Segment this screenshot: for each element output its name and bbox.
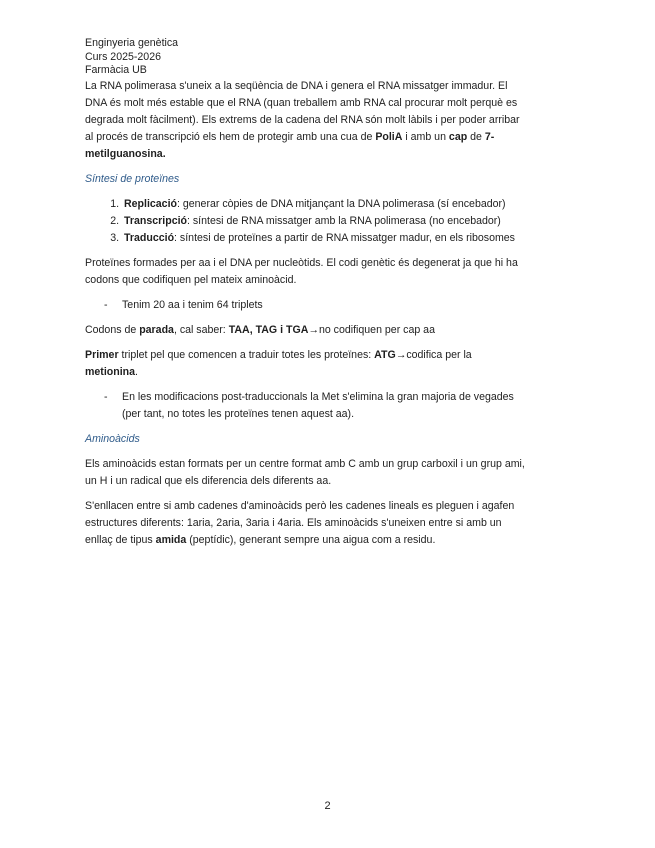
step-text: : síntesi de proteïnes a partir de RNA missatger madur, en els ribosomes bbox=[174, 231, 515, 244]
step-text: : síntesi de RNA missatger amb la RNA polimerasa (no encebador) bbox=[187, 214, 501, 227]
document-header bbox=[85, 37, 525, 78]
intro-text-2: i amb un bbox=[402, 130, 449, 143]
intro-paragraph bbox=[85, 78, 525, 163]
intro-text-3: de bbox=[467, 130, 485, 143]
header-faculty: Farmàcia UB bbox=[85, 64, 147, 76]
intro-text-1: La RNA polimerasa s'uneix a la seqüència de DNA i genera el RNA missatger immadur. El DNA és molt més estable que el RNA (quan treballem amb RNA cal procurar molt perquè es degrada molt fàcilment). Els extrems de la cadena del RNA són molt làbils i per poder arribar al procés de transcripció els hem de protegir amb una cua de bbox=[85, 79, 520, 143]
header-course-name: Enginyeria genètica bbox=[85, 37, 179, 49]
modifications-bullet-list bbox=[85, 389, 525, 423]
list-item bbox=[122, 196, 525, 213]
document-page bbox=[85, 37, 525, 557]
genetic-code-paragraph: Proteïnes formades per aa i el DNA per nucleòtids. El codi genètic és degenerat ja que hi ha codons que codifiquen pel mateix aminoàcid. bbox=[85, 256, 518, 286]
synthesis-steps-list bbox=[85, 196, 525, 247]
step-text: : generar còpies de DNA mitjançant la DNA polimerasa (sí encebador) bbox=[177, 197, 506, 210]
step-term: Replicació bbox=[124, 197, 177, 210]
start-codon-paragraph bbox=[85, 347, 525, 381]
intro-bold-methylguanosine: 7-metilguanosina. bbox=[85, 130, 495, 160]
section-heading-amino-acids: Aminoàcids bbox=[85, 432, 140, 445]
triplets-bullet-list bbox=[85, 297, 525, 314]
start-bold-primer: Primer bbox=[85, 348, 119, 361]
step-term: Traducció bbox=[124, 231, 175, 244]
header-academic-year: Curs 2025-2026 bbox=[85, 50, 161, 63]
stop-text-2: , cal saber: bbox=[173, 323, 229, 336]
page-number: 2 bbox=[324, 800, 331, 812]
amino-acid-bonding-paragraph bbox=[85, 498, 525, 549]
list-item: - En les modificacions post-traduccionals la Met s'elimina la gran majoria de vegades (per tant, no totes les proteïnes tenen aquest aa). bbox=[122, 389, 525, 423]
bonding-text-2: (peptídic), generant sempre una aigua com a residu. bbox=[186, 533, 436, 546]
stop-bold-codons: TAA, TAG i TGA bbox=[228, 323, 309, 336]
step-term: Transcripció bbox=[124, 214, 187, 227]
start-bold-atg: ATG bbox=[374, 348, 396, 361]
list-item bbox=[122, 230, 525, 247]
intro-bold-cap: cap bbox=[448, 130, 468, 143]
stop-bold-parada: parada bbox=[139, 323, 174, 336]
stop-codons-paragraph bbox=[85, 322, 525, 339]
list-item bbox=[122, 213, 525, 230]
start-text-1: triplet pel que comencen a traduir totes les proteïnes: bbox=[118, 348, 375, 361]
intro-bold-polia: PoliA bbox=[375, 130, 403, 143]
list-item: - Tenim 20 aa i tenim 64 triplets bbox=[122, 297, 525, 314]
section-heading-protein-synthesis: Síntesi de proteïnes bbox=[85, 172, 180, 185]
stop-text-3: →no codifiquen per cap aa bbox=[308, 323, 435, 336]
stop-text-1: Codons de bbox=[85, 323, 140, 336]
start-text-2: →codifica per la bbox=[395, 348, 472, 361]
amino-acid-structure-paragraph: Els aminoàcids estan formats per un centre format amb C amb un grup carboxil i un grup ami, un H i un radical que els diferencia dels diferents aa. bbox=[85, 457, 525, 487]
bonding-text-1: S'enllacen entre si amb cadenes d'aminoàcids però les cadenes lineals es pleguen i agafen estructures diferents: 1aria, 2aria, 3aria i 4aria. Els aminoàcids s'uneixen entre si amb un enllaç de tipus bbox=[85, 499, 515, 546]
start-bold-metionina: metionina bbox=[85, 365, 136, 378]
bonding-bold-amida: amida bbox=[155, 533, 187, 546]
start-text-3: . bbox=[135, 365, 138, 378]
